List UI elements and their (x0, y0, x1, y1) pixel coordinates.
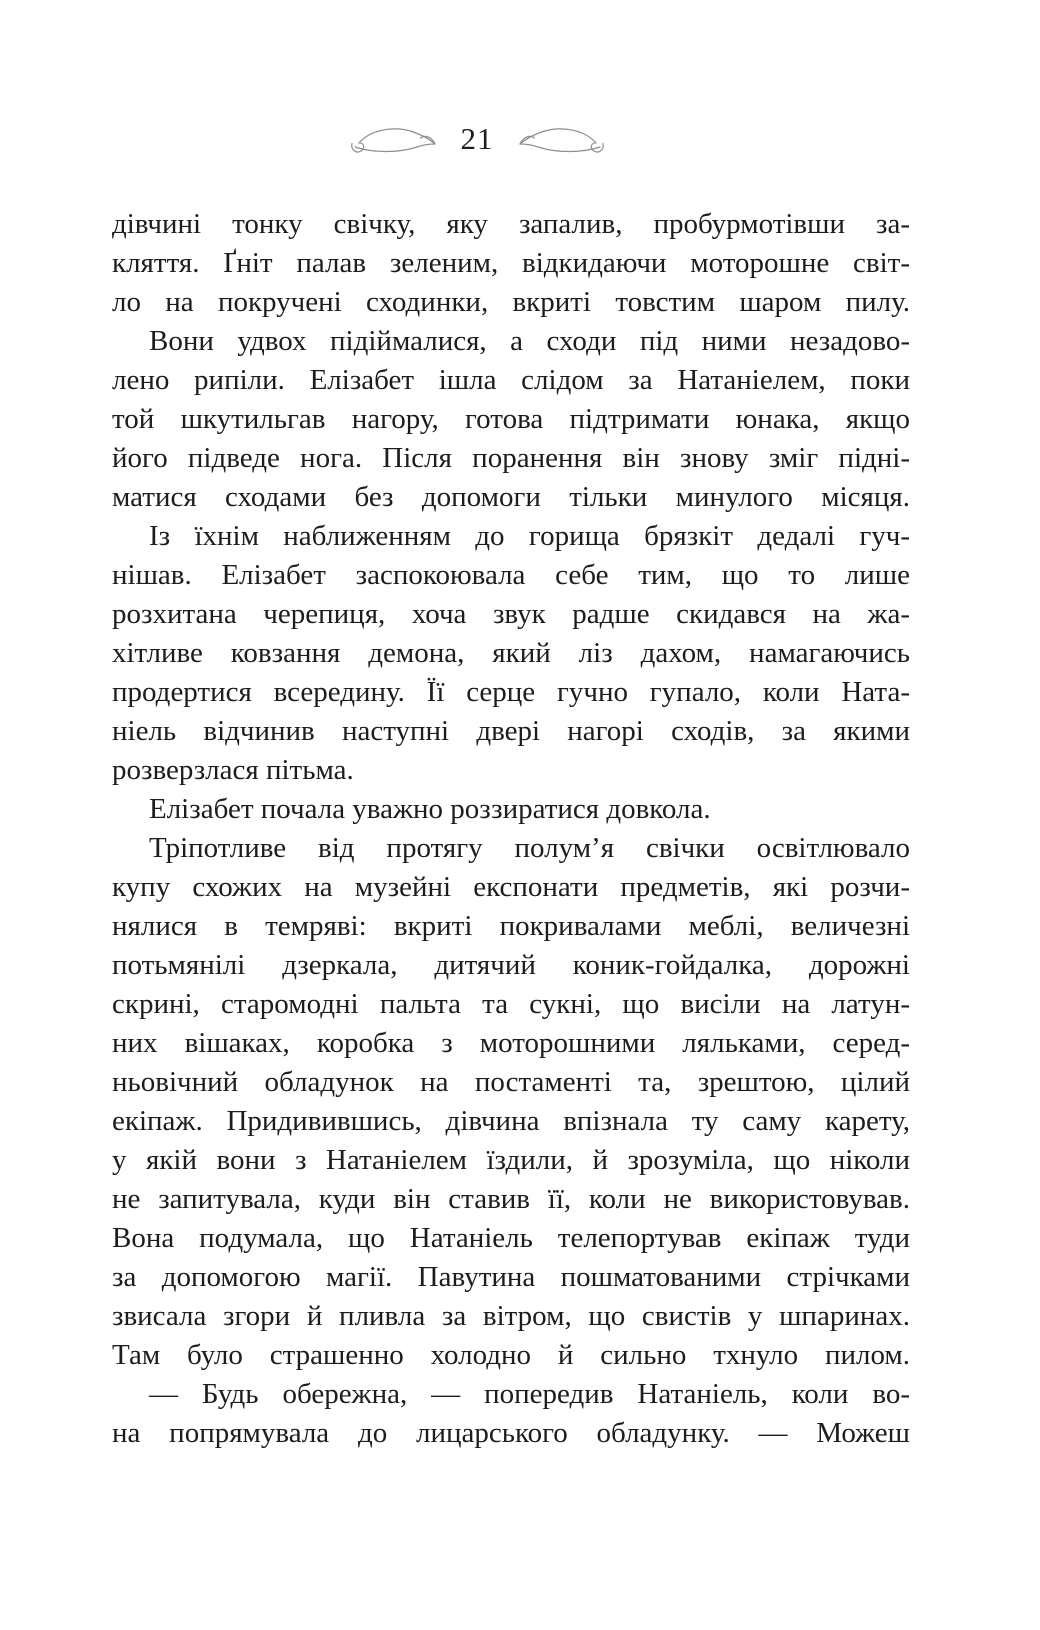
paragraph (112, 829, 910, 1375)
text-line: Вони удвох підіймалися, а сходи під ними незадово- (149, 325, 910, 357)
text-line: Вона подумала, що Натаніель телепортував екіпаж туди (112, 1222, 910, 1254)
page-number: 21 (460, 121, 494, 156)
calligraphic-swash-left-icon (349, 123, 437, 156)
text-line: нялися в темряві: вкриті покривалами меблі, величезні (112, 910, 910, 942)
text-line: кляття. Ґніт палав зеленим, відкидаючи моторошне світ- (112, 247, 910, 279)
text-line: розхитана черепиця, хоча звук радше скидався на жа- (112, 598, 910, 630)
paragraph (112, 517, 910, 790)
paragraph (112, 790, 910, 829)
text-line: його підведе нога. Після поранення він знову зміг підні- (112, 442, 910, 474)
text-line: у якій вони з Натаніелем їздили, й зрозуміла, що ніколи (112, 1144, 910, 1176)
page-header (78, 119, 876, 159)
text-line: хітливе ковзання демона, який ліз дахом, намагаючись (112, 637, 910, 669)
text-line: матися сходами без допомоги тільки минулого місяця. (112, 481, 910, 513)
text-line: дівчині тонку свічку, яку запалив, пробурмотівши за- (112, 208, 910, 240)
text-line: скрині, старомодні пальта та сукні, що висіли на латун- (112, 988, 910, 1020)
text-line: Із їхнім наближенням до горища брязкіт дедалі гуч- (149, 520, 910, 552)
text-line: Елізабет почала уважно роззиратися довкола. (149, 793, 711, 825)
page-text-block (112, 205, 910, 1453)
text-line: ньовічний обладунок на постаменті та, зрештою, цілий (112, 1066, 910, 1098)
text-line: не запитувала, куди він ставив її, коли не використовував. (112, 1183, 910, 1215)
text-line: нішав. Елізабет заспокоювала себе тим, що то лише (112, 559, 910, 591)
text-line: Тріпотливе від протягу полум’я свічки освітлювало (149, 832, 910, 864)
text-line: розверзлася пітьма. (112, 754, 354, 786)
text-line: екіпаж. Придивившись, дівчина впізнала ту саму карету, (112, 1105, 910, 1137)
text-line: на попрямувала до лицарського обладунку. — Можеш (112, 1417, 910, 1449)
paragraph (112, 205, 910, 322)
text-line: них вішаках, коробка з моторошними ляльками, серед- (112, 1027, 910, 1059)
calligraphic-swash-right-icon (518, 123, 606, 156)
text-line: той шкутильгав нагору, готова підтримати юнака, якщо (112, 403, 910, 435)
paragraph (112, 1375, 910, 1453)
text-line: потьмянілі дзеркала, дитячий коник-гойдалка, дорожні (112, 949, 910, 981)
text-line: продертися всередину. Її серце гучно гупало, коли Ната- (112, 676, 910, 708)
paragraph (112, 322, 910, 517)
text-line: звисала згори й пливла за вітром, що свистів у шпаринах. (112, 1300, 910, 1332)
text-line: ніель відчинив наступні двері нагорі сходів, за якими (112, 715, 910, 747)
text-line: лено рипіли. Елізабет ішла слідом за Натаніелем, поки (112, 364, 910, 396)
text-line: ло на покручені сходинки, вкриті товстим шаром пилу. (112, 286, 910, 318)
text-line: купу схожих на музейні експонати предметів, які розчи- (112, 871, 910, 903)
text-line: Там було страшенно холодно й сильно тхнуло пилом. (112, 1339, 910, 1371)
text-line: за допомогою магії. Павутина пошматованими стрічками (112, 1261, 910, 1293)
text-line: — Будь обережна, — попередив Натаніель, коли во- (149, 1378, 910, 1410)
